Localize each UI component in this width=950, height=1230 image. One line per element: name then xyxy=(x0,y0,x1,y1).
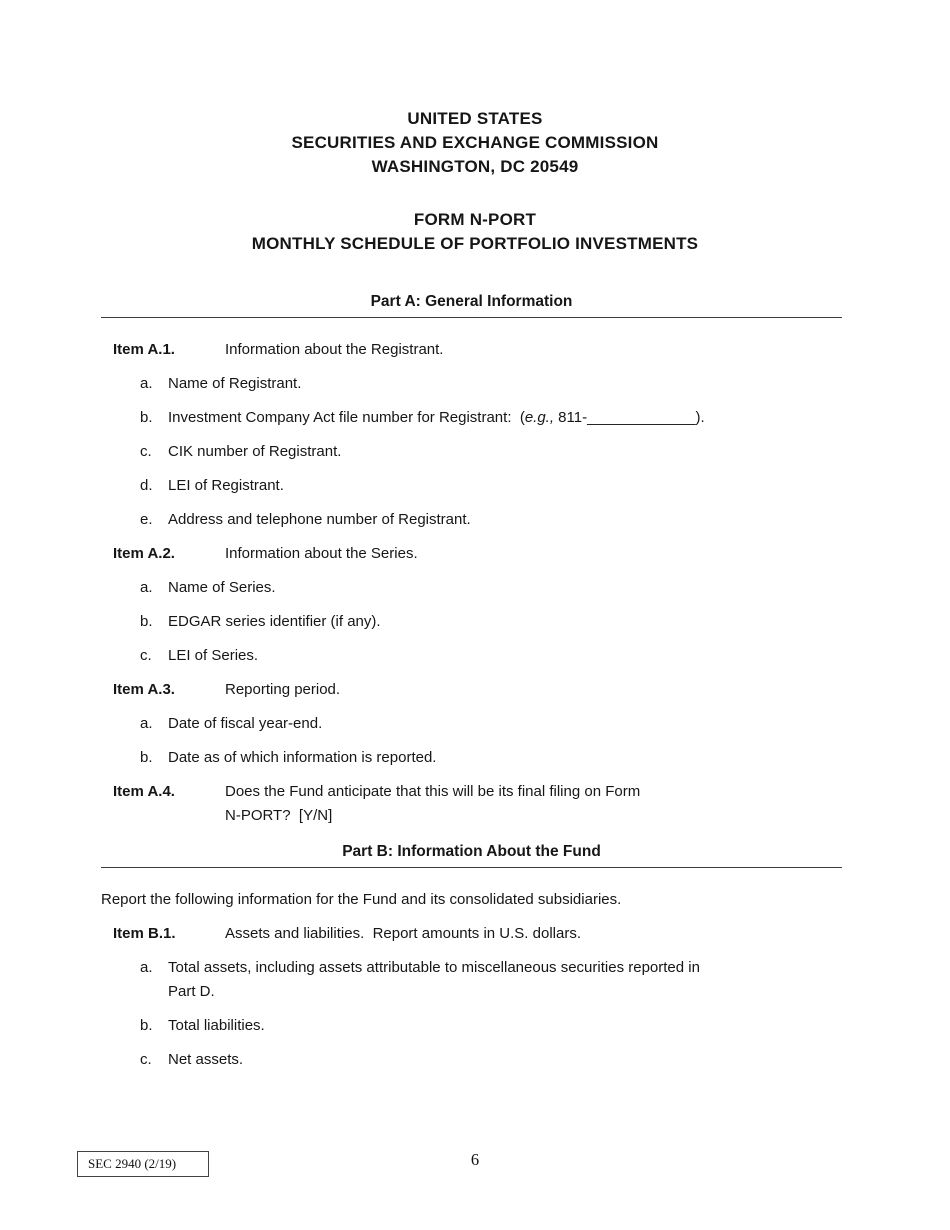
sub-item-text xyxy=(168,956,700,1004)
sub-item-row xyxy=(101,576,842,600)
sub-item-row xyxy=(101,746,842,770)
page-number: 6 xyxy=(470,1150,480,1169)
text-segment: Does the Fund anticipate that this will be its final filing on Form xyxy=(225,783,641,800)
form-title xyxy=(0,208,950,256)
sub-item-row xyxy=(101,712,842,736)
form-number-label: SEC 2940 (2/19) xyxy=(88,1156,177,1171)
part-intro: Report the following information for the Fund and its consolidated subsidiaries. xyxy=(101,891,622,908)
sub-item-text xyxy=(168,474,284,498)
text-segment: LEI of Series. xyxy=(168,647,259,664)
sub-item-text xyxy=(168,406,705,430)
text-segment: Assets and liabilities. Report amounts in U.S. dollars. xyxy=(225,925,581,942)
sub-item-text xyxy=(168,610,381,634)
text-segment: Information about the Registrant. xyxy=(225,341,444,358)
sub-item-row xyxy=(101,474,842,498)
item-label: Item B.1. xyxy=(113,925,176,942)
item-row xyxy=(101,678,842,702)
item-label: Item A.1. xyxy=(113,341,175,358)
part-heading: Part A: General Information xyxy=(101,292,842,318)
sub-item-text xyxy=(168,644,258,668)
text-segment: EDGAR series identifier (if any). xyxy=(168,613,381,630)
text-segment: Date of fiscal year-end. xyxy=(168,715,323,732)
item-text xyxy=(225,338,443,362)
sub-item-row xyxy=(101,406,842,430)
item-text xyxy=(225,922,581,946)
form-title-line-1: FORM N-PORT xyxy=(413,210,537,229)
text-segment: Reporting period. xyxy=(225,681,341,698)
sub-item-row xyxy=(101,956,842,1004)
text-segment: 811-_____________). xyxy=(554,409,705,426)
sub-item-text xyxy=(168,1048,243,1072)
item-row xyxy=(101,542,842,566)
form-title-line-2: MONTHLY SCHEDULE OF PORTFOLIO INVESTMENTS xyxy=(251,234,699,253)
agency-line-1: UNITED STATES xyxy=(407,109,543,128)
sub-item-letter: c. xyxy=(140,443,152,460)
text-segment: Part D. xyxy=(168,983,215,1000)
italic-text: e.g., xyxy=(524,409,555,426)
sub-item-letter: b. xyxy=(140,749,153,766)
sub-item-letter: a. xyxy=(140,715,153,732)
form-body xyxy=(101,292,842,1072)
item-row xyxy=(101,780,842,828)
sub-item-letter: b. xyxy=(140,409,153,426)
sub-item-text xyxy=(168,440,341,464)
text-segment: Name of Registrant. xyxy=(168,375,302,392)
sub-item-letter: d. xyxy=(140,477,153,494)
sub-item-letter: b. xyxy=(140,1017,153,1034)
item-text xyxy=(225,678,340,702)
text-segment: Total assets, including assets attributable to miscellaneous securities reported in xyxy=(168,959,700,976)
sub-item-letter: a. xyxy=(140,959,153,976)
sub-item-letter: b. xyxy=(140,613,153,630)
agency-line-2: SECURITIES AND EXCHANGE COMMISSION xyxy=(291,133,659,152)
sub-item-letter: c. xyxy=(140,647,152,664)
sub-item-text xyxy=(168,712,322,736)
sub-item-text xyxy=(168,508,471,532)
text-segment: LEI of Registrant. xyxy=(168,477,284,494)
text-segment: CIK number of Registrant. xyxy=(168,443,342,460)
sub-item-letter: c. xyxy=(140,1051,152,1068)
sub-item-row xyxy=(101,372,842,396)
sub-item-letter: a. xyxy=(140,375,153,392)
sub-item-row xyxy=(101,440,842,464)
text-segment: Net assets. xyxy=(168,1051,244,1068)
item-row xyxy=(101,922,842,946)
sub-item-row xyxy=(101,1048,842,1072)
item-label: Item A.2. xyxy=(113,545,175,562)
sub-item-row xyxy=(101,610,842,634)
sub-item-text xyxy=(168,1014,265,1038)
sub-item-row xyxy=(101,1014,842,1038)
item-label: Item A.3. xyxy=(113,681,175,698)
agency-line-3: WASHINGTON, DC 20549 xyxy=(371,157,579,176)
item-label: Item A.4. xyxy=(113,783,175,800)
sub-item-letter: a. xyxy=(140,579,153,596)
text-segment: Information about the Series. xyxy=(225,545,418,562)
sub-item-letter: e. xyxy=(140,511,153,528)
sub-item-row xyxy=(101,644,842,668)
part-section xyxy=(101,842,842,1072)
part-section xyxy=(101,292,842,828)
text-segment: Total liabilities. xyxy=(168,1017,265,1034)
sub-item-row xyxy=(101,508,842,532)
text-segment: Address and telephone number of Registrant. xyxy=(168,511,471,528)
sub-item-text xyxy=(168,372,301,396)
part-heading: Part B: Information About the Fund xyxy=(101,842,842,868)
item-text xyxy=(225,542,418,566)
sub-item-text xyxy=(168,746,436,770)
text-segment: Investment Company Act file number for Registrant: ( xyxy=(168,409,525,426)
sub-item-text xyxy=(168,576,276,600)
item-row xyxy=(101,338,842,362)
item-text xyxy=(225,780,640,828)
text-segment: Name of Series. xyxy=(168,579,276,596)
text-segment: Date as of which information is reported. xyxy=(168,749,437,766)
agency-header xyxy=(0,0,950,179)
text-segment: N-PORT? [Y/N] xyxy=(225,807,333,824)
